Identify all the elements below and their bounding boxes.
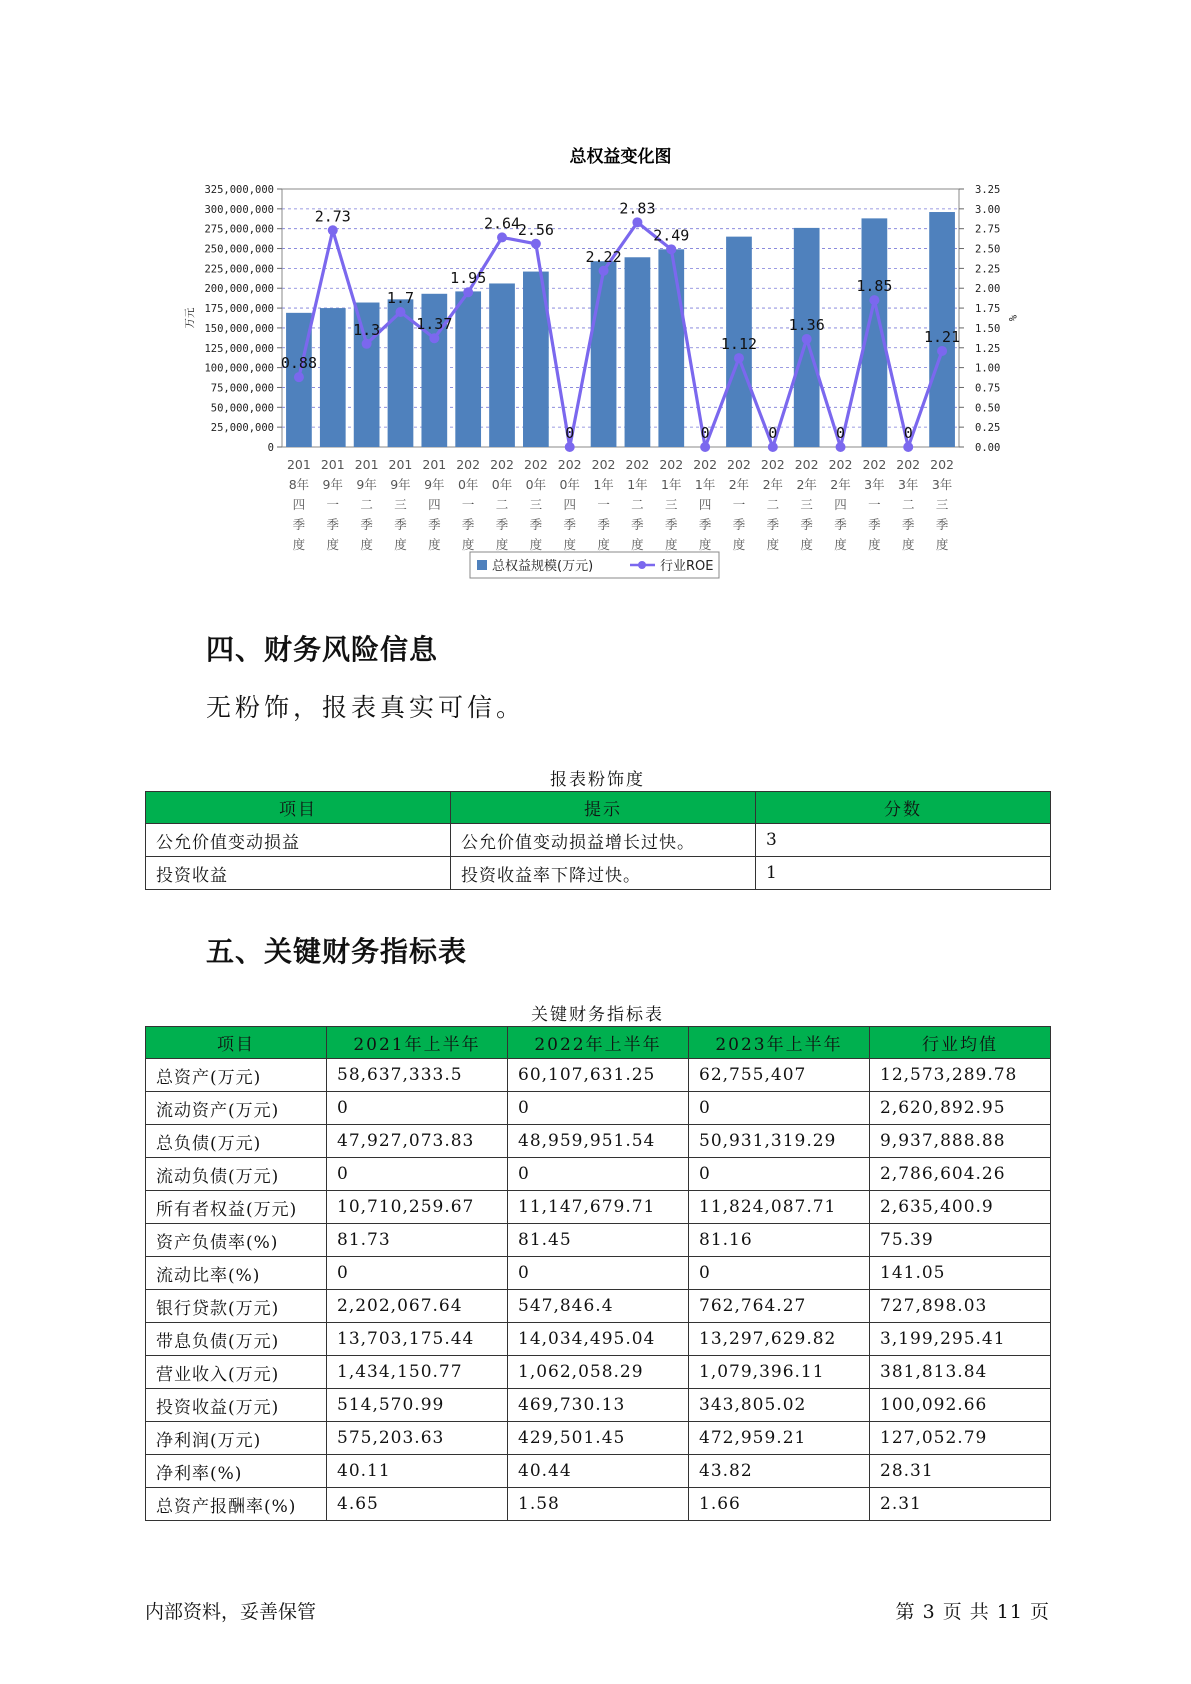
kpi-cell: 81.16 <box>689 1224 870 1257</box>
kpi-cell: 0 <box>689 1257 870 1290</box>
kpi-header-2022: 2022年上半年 <box>508 1027 689 1059</box>
roe-data-label: 1.3 <box>353 320 381 339</box>
legend-bar-swatch <box>477 560 487 570</box>
kpi-cell: 1,062,058.29 <box>508 1356 689 1389</box>
x-tick-label: 202 0年四季度 <box>557 457 582 552</box>
roe-point <box>802 334 812 344</box>
kpi-cell: 净利率(%) <box>146 1455 327 1488</box>
table-row <box>146 1224 1051 1257</box>
x-tick-label: 202 0年三季度 <box>523 457 548 552</box>
y2-tick-label: 0.75 <box>975 382 1001 395</box>
x-tick-label: 202 1年二季度 <box>625 457 650 552</box>
y-tick-label: 0 <box>267 442 274 454</box>
x-tick-label: 202 1年三季度 <box>659 457 684 552</box>
risk-cell: 投资收益 <box>146 857 451 890</box>
roe-point <box>531 239 541 249</box>
roe-data-label: 1.37 <box>416 315 453 334</box>
roe-point <box>599 266 609 276</box>
kpi-cell: 13,297,629.82 <box>689 1323 870 1356</box>
kpi-cell: 流动比率(%) <box>146 1257 327 1290</box>
bar <box>625 257 651 447</box>
kpi-cell: 流动资产(万元) <box>146 1092 327 1125</box>
kpi-cell: 0 <box>327 1158 508 1191</box>
kpi-cell: 投资收益(万元) <box>146 1389 327 1422</box>
kpi-cell: 13,703,175.44 <box>327 1323 508 1356</box>
roe-point <box>836 442 846 452</box>
kpi-cell: 2,202,067.64 <box>327 1290 508 1323</box>
kpi-cell: 总负债(万元) <box>146 1125 327 1158</box>
risk-header-hint: 提示 <box>451 792 756 824</box>
roe-data-label: 0 <box>903 424 913 442</box>
x-tick-label: 202 3年二季度 <box>896 457 921 552</box>
table-row <box>146 1455 1051 1488</box>
legend-bar-label: 总权益规模(万元) <box>492 559 594 574</box>
legend-line-marker <box>638 561 646 569</box>
roe-point <box>734 353 744 363</box>
x-tick-label: 201 9年三季度 <box>388 457 413 552</box>
kpi-table-header-row <box>146 1027 1051 1059</box>
risk-table <box>145 791 1051 890</box>
kpi-header-2021: 2021年上半年 <box>327 1027 508 1059</box>
roe-point <box>903 442 913 452</box>
kpi-cell: 所有者权益(万元) <box>146 1191 327 1224</box>
kpi-cell: 47,927,073.83 <box>327 1125 508 1158</box>
kpi-cell: 总资产(万元) <box>146 1059 327 1092</box>
y-tick-label: 225,000,000 <box>204 263 274 276</box>
roe-point <box>700 442 710 452</box>
roe-point <box>362 339 372 349</box>
kpi-cell: 14,034,495.04 <box>508 1323 689 1356</box>
x-tick-label: 202 1年一季度 <box>591 457 616 552</box>
roe-point <box>395 307 405 317</box>
kpi-cell: 127,052.79 <box>870 1422 1051 1455</box>
y-tick-label: 300,000,000 <box>204 203 274 216</box>
kpi-header-2023: 2023年上半年 <box>689 1027 870 1059</box>
kpi-cell: 1.58 <box>508 1488 689 1521</box>
risk-cell: 1 <box>756 857 1051 890</box>
risk-table-header-row <box>146 792 1051 824</box>
kpi-cell: 58,637,333.5 <box>327 1059 508 1092</box>
roe-point <box>768 442 778 452</box>
x-tick-label: 201 8年四季度 <box>286 457 311 552</box>
table-row <box>146 1323 1051 1356</box>
chart-title: 总权益变化图 <box>569 147 672 167</box>
x-tick-label: 202 0年一季度 <box>456 457 481 552</box>
roe-data-label: 1.12 <box>720 335 758 354</box>
footer-confidential: 内部资料，妥善保管 <box>145 1601 317 1623</box>
kpi-cell: 流动负债(万元) <box>146 1158 327 1191</box>
kpi-cell: 343,805.02 <box>689 1389 870 1422</box>
bar <box>455 291 481 447</box>
y2-tick-label: 2.25 <box>975 263 1001 276</box>
kpi-cell: 营业收入(万元) <box>146 1356 327 1389</box>
y-tick-label: 150,000,000 <box>204 322 274 335</box>
kpi-cell: 0 <box>327 1257 508 1290</box>
table-row <box>146 857 1051 890</box>
y-tick-label: 75,000,000 <box>210 382 274 395</box>
kpi-cell: 40.11 <box>327 1455 508 1488</box>
risk-cell: 公允价值变动损益增长过快。 <box>451 824 756 857</box>
risk-table-caption: 报表粉饰度 <box>550 770 645 790</box>
section4-text: 无粉饰，报表真实可信。 <box>206 693 526 722</box>
kpi-cell: 75.39 <box>870 1224 1051 1257</box>
legend-line-label: 行业ROE <box>660 559 714 574</box>
kpi-table <box>145 1026 1051 1521</box>
x-tick-label: 201 9年一季度 <box>320 457 345 552</box>
bar <box>658 249 684 447</box>
kpi-cell: 3,199,295.41 <box>870 1323 1051 1356</box>
roe-data-label: 0 <box>768 424 778 442</box>
y2-tick-label: 2.50 <box>975 243 1001 256</box>
kpi-cell: 资产负债率(%) <box>146 1224 327 1257</box>
table-row <box>146 1290 1051 1323</box>
kpi-header-item: 项目 <box>146 1027 327 1059</box>
table-row <box>146 1257 1051 1290</box>
y2-tick-label: 2.00 <box>975 283 1001 296</box>
kpi-cell: 575,203.63 <box>327 1422 508 1455</box>
roe-data-label: 2.73 <box>314 207 351 226</box>
equity-chart <box>0 0 1191 600</box>
kpi-cell: 2,620,892.95 <box>870 1092 1051 1125</box>
kpi-cell: 81.45 <box>508 1224 689 1257</box>
x-tick-label: 201 9年二季度 <box>354 457 379 552</box>
kpi-cell: 429,501.45 <box>508 1422 689 1455</box>
y2-tick-label: 0.25 <box>975 422 1001 435</box>
x-tick-label: 202 2年二季度 <box>760 457 785 552</box>
y-tick-label: 325,000,000 <box>204 184 274 196</box>
kpi-cell: 762,764.27 <box>689 1290 870 1323</box>
section5-heading: 五、关键财务指标表 <box>206 935 468 968</box>
table-row <box>146 1092 1051 1125</box>
roe-data-label: 0 <box>565 424 575 442</box>
roe-data-label: 2.22 <box>585 247 622 266</box>
y2-tick-label: 3.25 <box>975 184 1001 196</box>
y2-tick-label: 0.50 <box>975 402 1001 415</box>
kpi-cell: 1,434,150.77 <box>327 1356 508 1389</box>
x-tick-label: 202 3年三季度 <box>930 457 955 552</box>
kpi-cell: 28.31 <box>870 1455 1051 1488</box>
kpi-cell: 40.44 <box>508 1455 689 1488</box>
kpi-cell: 62,755,407 <box>689 1059 870 1092</box>
x-tick-label: 202 1年四季度 <box>693 457 718 552</box>
y2-tick-label: 1.00 <box>975 362 1001 375</box>
kpi-cell: 0 <box>327 1092 508 1125</box>
kpi-cell: 381,813.84 <box>870 1356 1051 1389</box>
y2-tick-label: 1.50 <box>975 322 1001 335</box>
y2-axis-label: % <box>1006 314 1018 322</box>
bar <box>489 283 515 447</box>
y2-tick-label: 1.25 <box>975 342 1001 355</box>
roe-data-label: 1.85 <box>856 277 893 296</box>
kpi-cell: 带息负债(万元) <box>146 1323 327 1356</box>
table-row <box>146 1488 1051 1521</box>
kpi-cell: 总资产报酬率(%) <box>146 1488 327 1521</box>
x-tick-label: 202 3年一季度 <box>862 457 887 552</box>
roe-point <box>565 442 575 452</box>
kpi-cell: 547,846.4 <box>508 1290 689 1323</box>
roe-data-label: 1.95 <box>450 269 487 288</box>
kpi-cell: 10,710,259.67 <box>327 1191 508 1224</box>
table-row <box>146 824 1051 857</box>
roe-point <box>937 346 947 356</box>
kpi-cell: 0 <box>689 1092 870 1125</box>
kpi-cell: 1.66 <box>689 1488 870 1521</box>
roe-data-label: 2.64 <box>483 214 521 233</box>
y-tick-label: 200,000,000 <box>204 283 274 296</box>
table-row <box>146 1158 1051 1191</box>
table-row <box>146 1356 1051 1389</box>
kpi-cell: 2,786,604.26 <box>870 1158 1051 1191</box>
kpi-cell: 银行贷款(万元) <box>146 1290 327 1323</box>
kpi-cell: 11,824,087.71 <box>689 1191 870 1224</box>
kpi-cell: 9,937,888.88 <box>870 1125 1051 1158</box>
roe-data-label: 1.36 <box>788 316 825 335</box>
y2-tick-label: 0.00 <box>975 442 1001 454</box>
y-tick-label: 100,000,000 <box>204 362 274 375</box>
risk-cell: 投资收益率下降过快。 <box>451 857 756 890</box>
y-tick-label: 50,000,000 <box>210 402 274 415</box>
y2-tick-label: 1.75 <box>975 303 1001 316</box>
x-tick-label: 202 0年二季度 <box>490 457 514 552</box>
kpi-cell: 81.73 <box>327 1224 508 1257</box>
risk-header-item: 项目 <box>146 792 451 824</box>
roe-data-label: 2.56 <box>517 220 554 239</box>
kpi-cell: 43.82 <box>689 1455 870 1488</box>
roe-data-label: 2.83 <box>619 199 656 218</box>
kpi-cell: 12,573,289.78 <box>870 1059 1051 1092</box>
risk-cell: 公允价值变动损益 <box>146 824 451 857</box>
kpi-cell: 1,079,396.11 <box>689 1356 870 1389</box>
roe-data-label: 2.49 <box>653 226 690 245</box>
kpi-cell: 727,898.03 <box>870 1290 1051 1323</box>
table-row <box>146 1422 1051 1455</box>
equity-chart-svg <box>0 0 1191 600</box>
kpi-table-caption: 关键财务指标表 <box>531 1005 664 1025</box>
table-row <box>146 1389 1051 1422</box>
roe-point <box>429 333 439 343</box>
kpi-cell: 100,092.66 <box>870 1389 1051 1422</box>
roe-point <box>463 287 473 297</box>
kpi-cell: 141.05 <box>870 1257 1051 1290</box>
roe-data-label: 0 <box>700 424 710 442</box>
kpi-cell: 0 <box>689 1158 870 1191</box>
kpi-cell: 0 <box>508 1092 689 1125</box>
y-tick-label: 25,000,000 <box>210 422 274 435</box>
bar <box>320 308 346 447</box>
kpi-cell: 514,570.99 <box>327 1389 508 1422</box>
kpi-cell: 50,931,319.29 <box>689 1125 870 1158</box>
kpi-cell: 60,107,631.25 <box>508 1059 689 1092</box>
kpi-cell: 净利润(万元) <box>146 1422 327 1455</box>
y-tick-label: 175,000,000 <box>204 303 274 316</box>
plot-area <box>282 189 959 447</box>
kpi-cell: 469,730.13 <box>508 1389 689 1422</box>
roe-data-label: 0.88 <box>280 354 317 373</box>
footer-page-number: 第 3 页 共 11 页 <box>895 1601 1050 1623</box>
kpi-header-industry: 行业均值 <box>870 1027 1051 1059</box>
kpi-cell: 0 <box>508 1158 689 1191</box>
y2-tick-label: 2.75 <box>975 223 1001 236</box>
kpi-cell: 4.65 <box>327 1488 508 1521</box>
roe-point <box>869 295 879 305</box>
table-row <box>146 1125 1051 1158</box>
roe-point <box>497 232 507 242</box>
y-axis-label: 万元 <box>184 307 196 329</box>
roe-data-label: 1.7 <box>386 289 415 308</box>
table-row <box>146 1059 1051 1092</box>
roe-data-label: 0 <box>836 424 846 442</box>
table-row <box>146 1191 1051 1224</box>
kpi-cell: 48,959,951.54 <box>508 1125 689 1158</box>
roe-point <box>328 225 338 235</box>
y-tick-label: 125,000,000 <box>204 342 274 355</box>
kpi-cell: 2.31 <box>870 1488 1051 1521</box>
roe-point <box>294 372 304 382</box>
kpi-cell: 11,147,679.71 <box>508 1191 689 1224</box>
roe-point <box>632 217 642 227</box>
section4-heading: 四、财务风险信息 <box>206 633 439 666</box>
y-tick-label: 250,000,000 <box>204 243 274 256</box>
x-tick-label: 201 9年四季度 <box>422 457 447 552</box>
y-tick-label: 275,000,000 <box>204 223 274 236</box>
kpi-cell: 2,635,400.9 <box>870 1191 1051 1224</box>
x-tick-label: 202 2年一季度 <box>727 457 751 552</box>
risk-cell: 3 <box>756 824 1051 857</box>
risk-header-score: 分数 <box>756 792 1051 824</box>
roe-point <box>666 244 676 254</box>
kpi-cell: 472,959.21 <box>689 1422 870 1455</box>
x-tick-label: 202 2年四季度 <box>828 457 853 552</box>
bar <box>591 261 617 447</box>
roe-data-label: 1.21 <box>924 327 961 346</box>
y2-tick-label: 3.00 <box>975 203 1001 216</box>
x-tick-label: 202 2年三季度 <box>794 457 819 552</box>
kpi-cell: 0 <box>508 1257 689 1290</box>
